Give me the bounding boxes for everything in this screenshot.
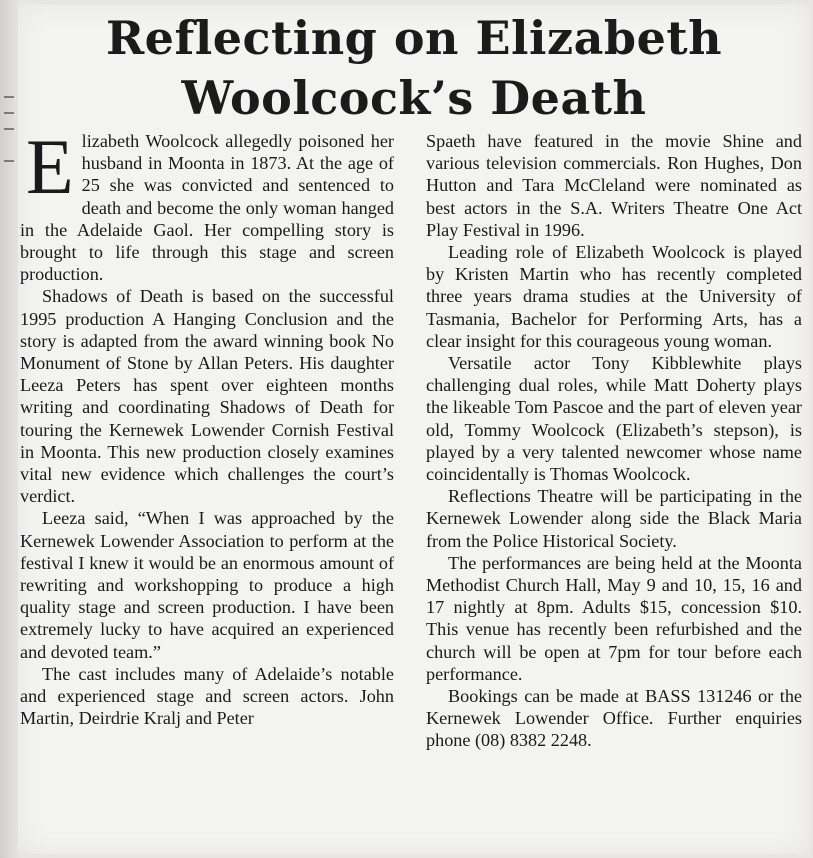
paragraph: Spaeth have featured in the movie Shine and various television commercials. Ron Hughes, Don Hutton and Tara McCleland were nominated as best actors in the S.A. Writers Theatre One Act Play Festival in 1996. bbox=[426, 131, 802, 240]
paragraph: The performances are being held at the Moonta Methodist Church Hall, May 9 and 10, 15, 16 and 17 nightly at 8pm. Adults $15, concession $10. This venue has recently been refurbished and the church will be open at 7pm for tour before each performance. bbox=[426, 552, 802, 684]
paragraph: Reflections Theatre will be participating in the Kernewek Lowender along side the Black Maria from the Police Historical Society. bbox=[426, 486, 802, 551]
paragraph: Leeza said, “When I was approached by the Kernewek Lowender Association to perform at the festival I knew it would be an enormous amount of rewriting and workshopping to produce a high quality stage and screen production. I have been extremely lucky to have acquired an experienced and devoted team.” bbox=[20, 508, 394, 662]
paragraph bbox=[20, 123, 394, 285]
edge-mark bbox=[4, 96, 14, 98]
paragraph: The cast includes many of Adelaide’s notable and experienced stage and screen actors. John Martin, Deirdrie Kralj and Peter bbox=[20, 663, 394, 729]
paragraph: Versatile actor Tony Kibblewhite plays challenging dual roles, while Matt Doherty plays the likeable Tom Pascoe and the part of eleven year old, Tommy Woolcock (Elizabeth’s stepson), is played by a very talented newcomer whose name coincidentally is Thomas Woolcock. bbox=[426, 353, 802, 485]
edge-mark bbox=[4, 112, 14, 114]
edge-mark bbox=[4, 128, 14, 130]
headline-line-1: Reflecting on Elizabeth bbox=[105, 11, 723, 65]
paragraph-text: lizabeth Woolcock allegedly poisoned her husband in Moonta in 1873. At the age of 25 she was convicted and sentenced to death and become the only woman hanged in the Adelaide Gaol. Her compelling story is brought to life through this stage and screen production. bbox=[20, 131, 394, 285]
headline-line-2: Woolcock’s Death bbox=[181, 71, 647, 125]
newspaper-clipping bbox=[18, 4, 810, 854]
left-column bbox=[20, 123, 394, 729]
headline bbox=[18, 8, 810, 128]
drop-cap: E bbox=[26, 123, 74, 210]
paragraph: Bookings can be made at BASS 131246 or the Kernewek Lowender Office. Further enquiries phone (08) 8382 2248. bbox=[426, 686, 802, 751]
right-column bbox=[426, 130, 802, 752]
paragraph: Leading role of Elizabeth Woolcock is played by Kristen Martin who has recently completed three years drama studies at the University of Tasmania, Bachelor for Performing Arts, has a clear insight for this courageous young woman. bbox=[426, 242, 802, 351]
edge-mark bbox=[4, 160, 14, 162]
paragraph: Shadows of Death is based on the successful 1995 production A Hanging Conclusion and the story is adapted from the award winning book No Monument of Stone by Allan Peters. His daughter Leeza Peters has spent over eighteen months writing and coordinating Shadows of Death for touring the Kernewek Lowender Cornish Festival in Moonta. This new production closely examines vital new evidence which challenges the court’s verdict. bbox=[20, 286, 394, 507]
